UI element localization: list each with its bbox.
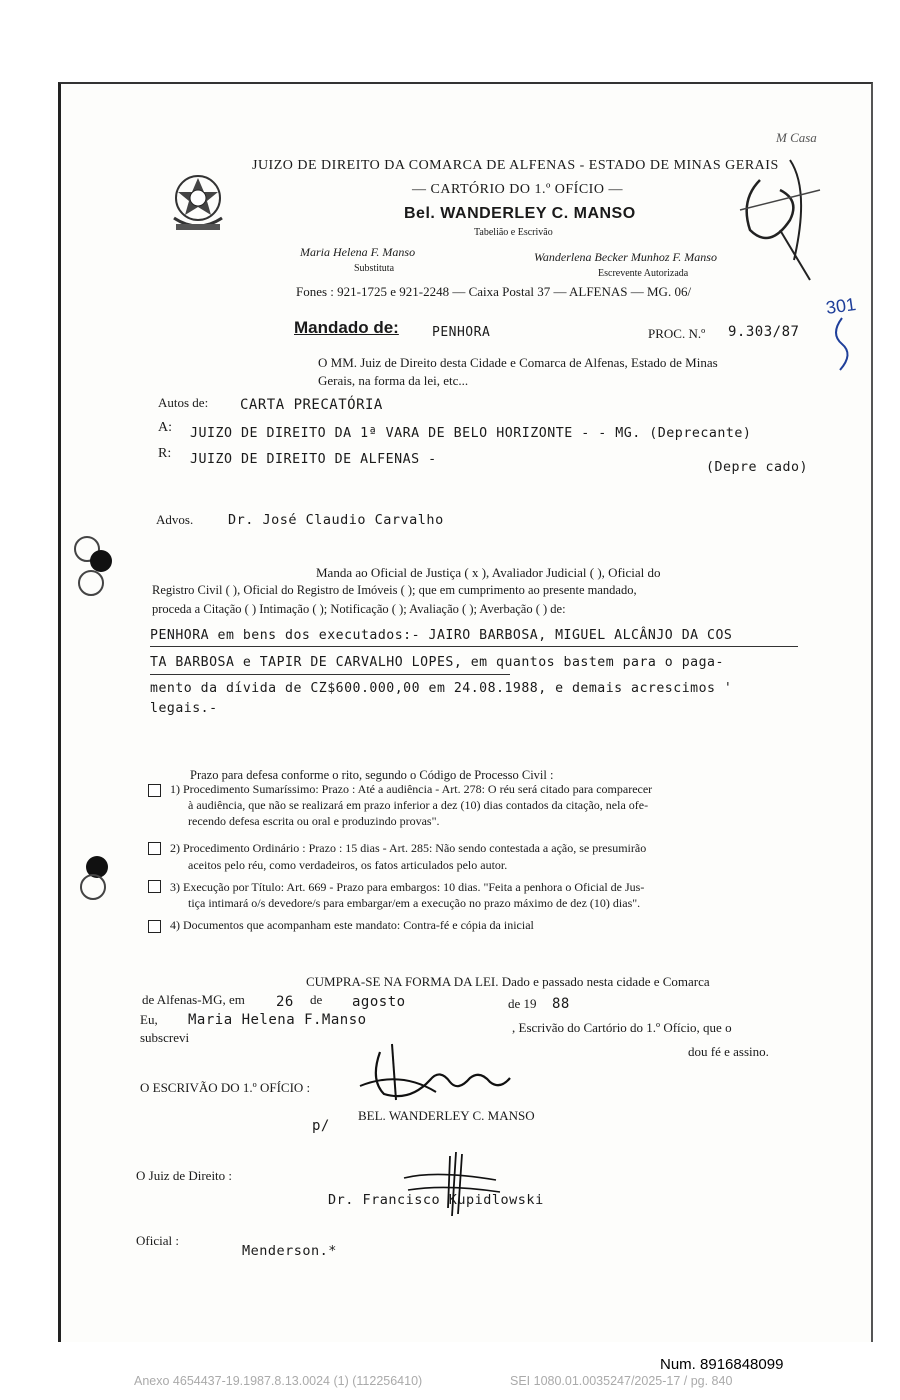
opt2-line-1: 2) Procedimento Ordinário : Prazo : 15 dias - Art. 285: Não sendo contestada a ação, se presumirão <box>170 841 647 855</box>
r-value: JUIZO DE DIREITO DE ALFENAS - <box>190 452 437 467</box>
checkbox-execucao[interactable] <box>148 880 161 893</box>
proc-label: PROC. N.º <box>648 326 706 341</box>
margin-side-number: 301 <box>824 294 858 318</box>
intro-line-2: Gerais, na forma da lei, etc... <box>318 373 469 388</box>
closing-month: agosto <box>352 994 406 1010</box>
notary-name: Bel. WANDERLEY C. MANSO <box>404 205 636 222</box>
opt1-line-1: 1) Procedimento Sumaríssimo: Prazo : Até a audiência - Art. 278: O réu será citado para comparecer <box>170 782 653 796</box>
orders-line-3: proceda a Citação ( ) Intimação ( ); Notificação ( ); Avaliação ( ); Averbação ( ) de: <box>152 602 566 616</box>
r-role: (Depre cado) <box>706 460 809 475</box>
margin-scribble <box>720 140 830 290</box>
closing-writer: Maria Helena F.Manso <box>188 1012 367 1028</box>
closing-line-1: CUMPRA-SE NA FORMA DA LEI. Dado e passado nesta cidade e Comarca <box>306 974 710 989</box>
closing-place: de Alfenas-MG, em <box>142 992 245 1007</box>
closing-eu: Eu, <box>140 1012 158 1027</box>
punch-hole <box>80 874 106 900</box>
opt1-line-3: recendo defesa escrita ou oral e produzindo provas". <box>188 814 440 828</box>
opt4-line: 4) Documentos que acompanham este mandato: Contra-fé e cópia da inicial <box>170 918 534 932</box>
pp-mark: p/ <box>312 1118 330 1134</box>
punch-hole <box>90 550 112 572</box>
substitute-role: Substituta <box>354 263 395 274</box>
closing-year: 88 <box>552 996 570 1012</box>
a-label: A: <box>158 420 172 435</box>
clerk-name: Wanderlena Becker Munhoz F. Manso <box>534 250 717 264</box>
contact-line: Fones : 921-1725 e 921-2248 — Caixa Postal 37 — ALFENAS — MG. 06/ <box>296 284 692 299</box>
checkbox-ordinario[interactable] <box>148 842 161 855</box>
footer-num: Num. 8916848099 <box>660 1356 784 1373</box>
court-heading: JUIZO DE DIREITO DA COMARCA DE ALFENAS - ESTADO DE MINAS GERAIS <box>252 158 779 173</box>
margin-blue-loop <box>826 314 860 374</box>
footer-sei: SEI 1080.01.0035247/2025-17 / pg. 840 <box>510 1374 733 1388</box>
closing-dou-fe: dou fé e assino. <box>688 1044 769 1059</box>
juiz-label: O Juiz de Direito : <box>136 1168 233 1183</box>
closing-subscrevi: subscrevi <box>140 1030 190 1045</box>
opt1-line-2: à audiência, que não se realizará em prazo inferior a dez (10) dias contados da citação, nela ofe- <box>188 798 649 812</box>
orders-line-1: Manda ao Oficial de Justiça ( x ), Avaliador Judicial ( ), Oficial do <box>316 565 661 580</box>
escrivao-label: O ESCRIVÃO DO 1.º OFÍCIO : <box>140 1080 311 1095</box>
a-value: JUIZO DE DIREITO DA 1ª VARA DE BELO HORIZONTE - - MG. (Deprecante) <box>190 426 752 441</box>
names-underline <box>150 646 798 647</box>
oficial-name: Menderson.* <box>242 1243 337 1259</box>
closing-de-2: de 19 <box>508 996 537 1011</box>
closing-de-1: de <box>310 992 323 1007</box>
checkbox-sumarissimo[interactable] <box>148 784 161 797</box>
r-label: R: <box>158 446 172 461</box>
oficial-label: Oficial : <box>136 1233 179 1248</box>
escrivao-signature <box>340 1040 520 1110</box>
advos-value: Dr. José Claudio Carvalho <box>228 512 444 528</box>
margin-note-top-right: M Casa <box>776 130 817 145</box>
opt2-line-2: aceitos pelo réu, como verdadeiros, os fatos articulados pelo autor. <box>188 858 508 872</box>
clerk-role: Escrevente Autorizada <box>598 268 689 279</box>
opt3-line-1: 3) Execução por Título: Art. 669 - Prazo para embargos: 10 dias. "Feita a penhora o Oficial de Jus- <box>170 880 645 894</box>
footer-annex: Anexo 4654437-19.1987.8.13.0024 (1) (112256410) <box>134 1374 423 1388</box>
closing-writer-tail: , Escrivão do Cartório do 1.º Ofício, que o <box>512 1020 732 1035</box>
notary-role: Tabelião e Escrivão <box>474 227 553 238</box>
juiz-signature <box>396 1150 506 1220</box>
closing-day: 26 <box>276 994 294 1010</box>
escrivao-name: BEL. WANDERLEY C. MANSO <box>358 1108 535 1123</box>
proc-number: 9.303/87 <box>728 324 800 340</box>
office-heading: — CARTÓRIO DO 1.º OFÍCIO — <box>412 182 623 197</box>
advos-label: Advos. <box>156 512 194 527</box>
intro-line-1: O MM. Juiz de Direito desta Cidade e Comarca de Alfenas, Estado de Minas <box>318 355 718 370</box>
juiz-name: Dr. Francisco Kupidlowski <box>328 1192 544 1208</box>
prazo-intro: Prazo para defesa conforme o rito, segundo o Código de Processo Civil : <box>190 768 554 782</box>
autos-value: CARTA PRECATÓRIA <box>240 397 383 413</box>
orders-typed-2: TA BARBOSA e TAPIR DE CARVALHO LOPES, em quantos bastem para o paga- <box>150 655 724 670</box>
orders-typed-4: legais.- <box>150 701 218 716</box>
checkbox-documentos[interactable] <box>148 920 161 933</box>
punch-hole <box>78 570 104 596</box>
mandado-type: PENHORA <box>432 325 491 340</box>
orders-typed-3: mento da dívida de CZ$600.000,00 em 24.08.1988, e demais acrescimos ' <box>150 681 733 696</box>
mandado-label: Mandado de: <box>294 318 399 337</box>
brasao-emblem-icon <box>166 168 230 236</box>
opt3-line-2: tiça intimará o/s devedore/s para embargar/em a execução no prazo máximo de dez (10) dias". <box>188 896 641 910</box>
names-underline <box>150 674 510 675</box>
orders-line-2: Registro Civil ( ), Oficial do Registro de Imóveis ( ); que em cumprimento ao presente mandado, <box>152 583 637 597</box>
autos-label: Autos de: <box>158 395 209 410</box>
substitute-name: Maria Helena F. Manso <box>300 245 416 259</box>
orders-typed-1: PENHORA em bens dos executados:- JAIRO BARBOSA, MIGUEL ALCÂNJO DA COS <box>150 628 733 643</box>
